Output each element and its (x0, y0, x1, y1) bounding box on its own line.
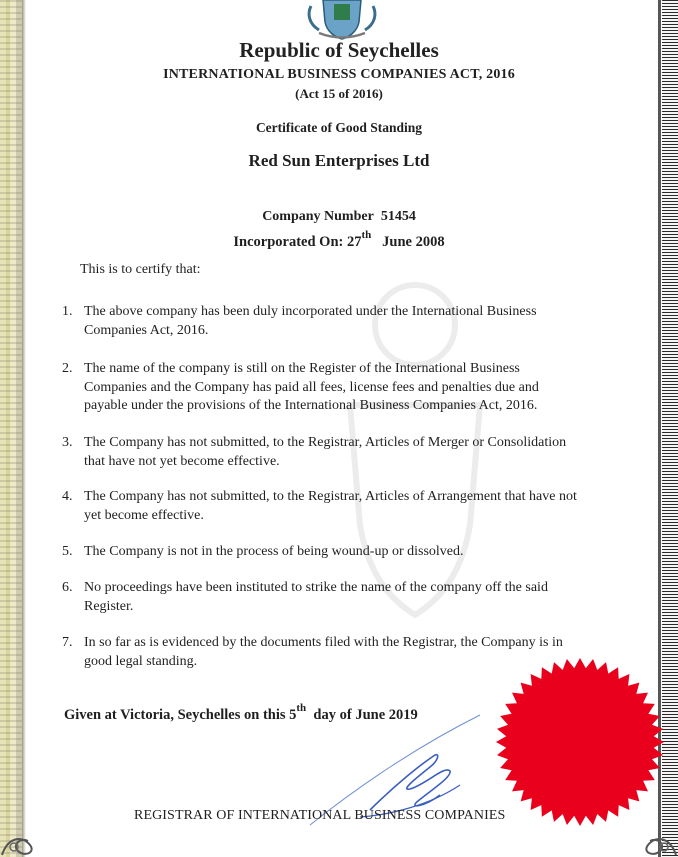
company-number-value: 51454 (380, 209, 416, 224)
given-suffix: day of June 2019 (313, 706, 418, 723)
item-number: 7. (62, 635, 73, 650)
given-prefix: Given at Victoria, Seychelles on this 5 (64, 706, 297, 723)
list-item (62, 488, 582, 525)
company-number-label: Company Number (262, 209, 374, 224)
list-item (62, 543, 582, 562)
act-number: (Act 15 of 2016) (295, 86, 383, 101)
incorporated-ordinal: th (361, 229, 372, 241)
item-text: The name of the company is still on the Register of the International Business Companies and the Company has paid all fees, license fees and penalties due and payable under the provisions of the International Business Companies Act, 2016. (84, 361, 539, 413)
item-text: The above company has been duly incorporated under the International Business Companies Act, 2016. (84, 304, 537, 338)
item-number: 3. (62, 435, 73, 450)
list-item (62, 579, 582, 616)
red-wax-seal (494, 656, 666, 828)
certify-intro: This is to certify that: (80, 262, 201, 277)
company-number-line (0, 209, 678, 225)
act-title: INTERNATIONAL BUSINESS COMPANIES ACT, 2016 (163, 67, 515, 82)
incorporation-date (0, 231, 678, 251)
item-text: The Company has not submitted, to the Registrar, Articles of Arrangement that have not yet become effective. (84, 489, 577, 523)
item-text: The Company is not in the process of being wound-up or dissolved. (84, 544, 464, 559)
list-item (62, 434, 582, 471)
list-item (62, 360, 582, 416)
item-text: In so far as is evidenced by the documents filed with the Registrar, the Company is in good legal standing. (84, 635, 563, 669)
corner-ornament-left (0, 807, 42, 857)
registrar-title: REGISTRAR OF INTERNATIONAL BUSINESS COMPANIES (134, 808, 506, 823)
country-title: Republic of Seychelles (239, 38, 439, 62)
item-number: 2. (62, 361, 73, 376)
item-number: 5. (62, 544, 73, 559)
company-name: Red Sun Enterprises Ltd (248, 151, 430, 170)
item-number: 1. (62, 304, 73, 319)
coat-of-arms-emblem (303, 0, 381, 40)
incorporated-month-year: June 2008 (382, 233, 445, 250)
list-item (62, 303, 582, 340)
item-text: No proceedings have been instituted to strike the name of the company off the said Register. (84, 580, 548, 614)
certificate-type: Certificate of Good Standing (255, 120, 423, 135)
item-text: The Company has not submitted, to the Registrar, Articles of Merger or Consolidation that have not yet become effective. (84, 435, 567, 469)
item-number: 6. (62, 580, 73, 595)
given-ordinal: th (296, 702, 307, 714)
item-number: 4. (62, 489, 73, 504)
incorporated-label: Incorporated On: 27 (233, 233, 362, 250)
